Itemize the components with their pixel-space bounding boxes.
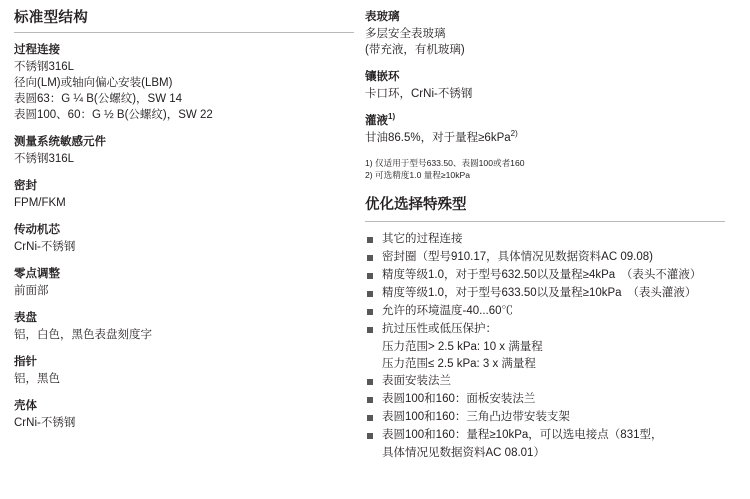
list-item: 表圆100和160：面板安装法兰 — [365, 391, 750, 408]
spec-title: 密封 — [14, 180, 37, 192]
spec-title: 过程连接 — [14, 44, 60, 56]
spec-line: 表圆100、60：G ½ B(公螺纹)，SW 22 — [14, 109, 213, 121]
spec-block-case — [14, 398, 365, 431]
spec-block-dial — [14, 310, 365, 343]
spec-line: FPM/FKM — [14, 197, 66, 209]
spec-title: 测量系统敏感元件 — [14, 136, 106, 148]
spec-line-footnote-marker: 2) — [510, 129, 518, 139]
footnote: 2) 可选精度1.0 量程≥10kPa — [365, 170, 471, 180]
spec-block-filling-liquid — [365, 113, 750, 146]
spec-line: 前面部 — [14, 285, 49, 297]
spec-title: 壳体 — [14, 400, 37, 412]
spec-line: 不锈钢316L — [14, 153, 75, 165]
spec-line-text: 甘油86.5%，对于量程≥6kPa — [365, 132, 511, 144]
list-item: 密封圈（型号910.17，具体情况见数据资料AC 09.08) — [365, 249, 750, 266]
spec-block-zero-adjust — [14, 266, 365, 299]
optional-features-list — [365, 231, 750, 462]
list-item: 抗过压性或低压保护： — [365, 321, 750, 338]
spec-line: 多层安全表玻璃 — [365, 28, 446, 40]
spec-title: 零点调整 — [14, 268, 60, 280]
spec-line: 径向(LM)或轴向偏心安装(LBM) — [14, 77, 173, 89]
list-item-sub: 压力范围> 2.5 kPa: 10 x 满量程 — [382, 341, 543, 353]
left-title-divider — [14, 32, 354, 33]
list-item-sub: 压力范围≤ 2.5 kPa: 3 x 满量程 — [382, 358, 536, 370]
list-item: 表圆100和160：三角凸边带安装支架 — [365, 409, 750, 426]
spec-title: 传动机芯 — [14, 224, 60, 236]
spec-block-seal — [14, 178, 365, 211]
spec-title-footnote-marker: 1) — [388, 112, 396, 122]
list-item: 表面安装法兰 — [365, 373, 750, 390]
list-item: 允许的环境温度-40...60℃ — [365, 303, 750, 320]
spec-line: 铝，白色，黑色表盘刻度字 — [14, 329, 152, 341]
right-column — [365, 0, 750, 499]
spec-line: 铝，黑色 — [14, 373, 60, 385]
list-item: 表圆100和160：量程≥10kPa，可以选电接点（831型， — [365, 427, 750, 444]
spec-line: 卡口环，CrNi-不锈钢 — [365, 88, 473, 100]
spec-line: CrNi-不锈钢 — [14, 417, 76, 429]
spec-line: (带充液，有机玻璃) — [365, 44, 465, 56]
spec-block-process-connection — [14, 42, 365, 123]
spec-title — [365, 113, 750, 129]
spec-line: CrNi-不锈钢 — [14, 241, 76, 253]
spec-title-text: 灌液 — [365, 115, 388, 127]
list-item: 精度等级1.0，对于型号633.50以及量程≥10kPa （表头灌液） — [365, 285, 750, 302]
left-section-title: 标准型结构 — [14, 10, 88, 26]
spec-block-movement — [14, 222, 365, 255]
footnote: 1) 仅适用于型号633.50、表圆100或者160 — [365, 158, 525, 168]
list-item: 精度等级1.0，对于型号632.50以及量程≥4kPa （表头不灌液） — [365, 267, 750, 284]
right-section-title: 优化选择特殊型 — [365, 197, 467, 213]
spec-block-window — [365, 9, 750, 58]
left-column — [0, 0, 365, 499]
list-item-sub: 具体情况见数据资料AC 08.01） — [382, 447, 545, 459]
footnotes — [365, 157, 750, 181]
spec-line — [365, 130, 750, 146]
spec-block-pointer — [14, 354, 365, 387]
spec-title: 指针 — [14, 356, 37, 368]
spec-line: 表圆63：G ¼ B(公螺纹)，SW 14 — [14, 93, 183, 105]
right-title-divider — [365, 221, 725, 222]
spec-title: 镶嵌环 — [365, 71, 400, 83]
spec-block-sensing-element — [14, 134, 365, 167]
list-item: 其它的过程连接 — [365, 231, 750, 248]
spec-title: 表玻璃 — [365, 11, 400, 23]
spec-block-bezel-ring — [365, 69, 750, 102]
spec-title: 表盘 — [14, 312, 37, 324]
spec-line: 不锈钢316L — [14, 61, 75, 73]
